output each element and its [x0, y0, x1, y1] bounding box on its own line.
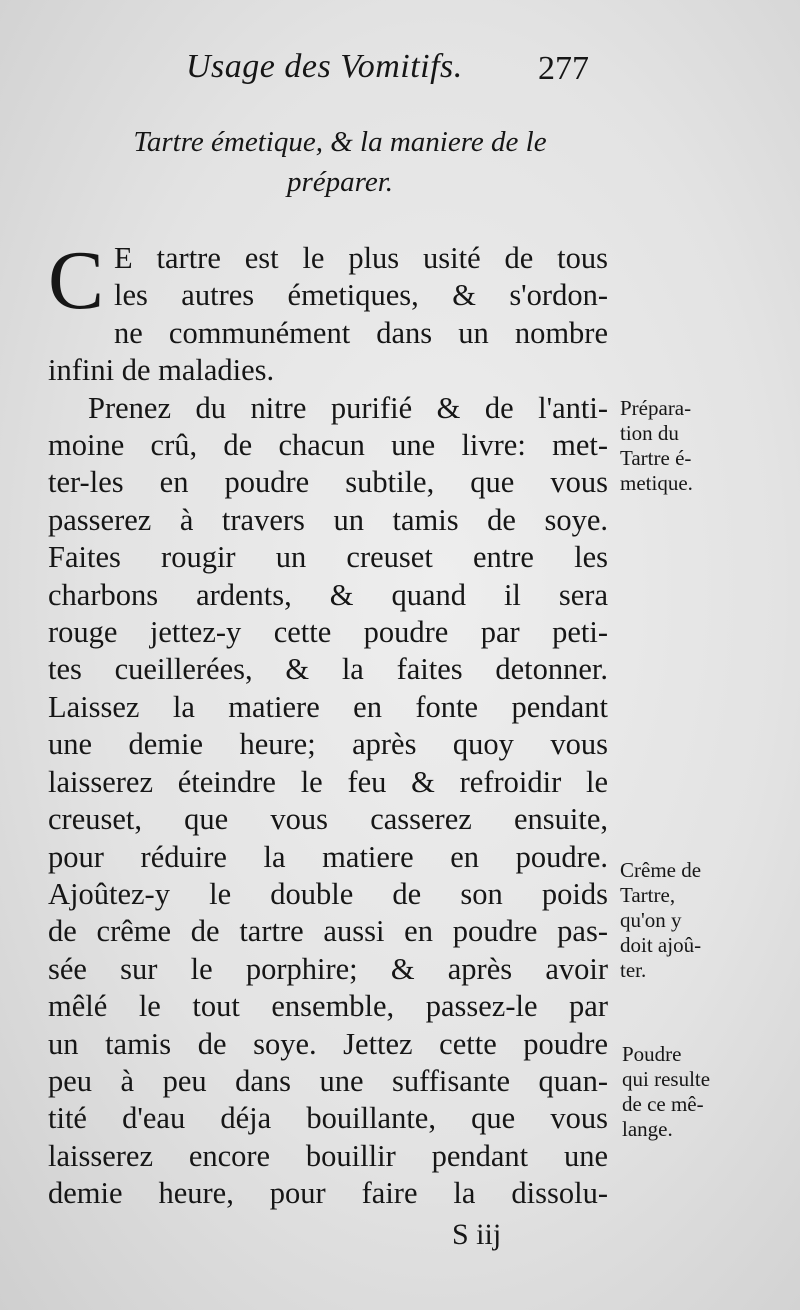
running-head: Usage des Vomitifs.	[186, 48, 463, 85]
text-line: creuset, que vous casserez ensuite,	[48, 802, 608, 837]
margin-note-line: metique.	[620, 471, 693, 495]
text-line: Prenez du nitre purifié & de l'anti-	[88, 390, 608, 425]
margin-note-line: Crême de	[620, 858, 702, 882]
margin-note-preparation	[620, 396, 770, 496]
text-line: moine crû, de chacun une livre: met-	[48, 428, 608, 463]
text-line: tes cueillerées, & la faites detonner.	[48, 652, 608, 687]
margin-note-line: Poudre	[622, 1042, 682, 1066]
text-line: Ajoûtez-y le double de son poids	[48, 876, 608, 911]
margin-note-line: ter.	[620, 958, 647, 982]
text-line: mêlé le tout ensemble, passez-le par	[48, 989, 608, 1024]
section-title	[60, 122, 620, 202]
text-line: ne communément dans un nombre	[114, 315, 608, 350]
text-line: Faites rougir un creuset entre les	[48, 540, 608, 575]
text-line: tité d'eau déja bouillante, que vous	[48, 1101, 608, 1136]
margin-note-line: qui resulte	[622, 1067, 711, 1091]
text-line: Laissez la matiere en fonte pendant	[48, 689, 608, 724]
text-line: sée sur le porphire; & après avoir	[48, 951, 608, 986]
text-line: passerez à travers un tamis de soye.	[48, 502, 608, 537]
body-text	[48, 234, 608, 1213]
margin-note-line: qu'on y	[620, 908, 682, 932]
text-line: demie heure, pour faire la dissolu-	[48, 1176, 608, 1211]
section-title-line: préparer.	[286, 166, 394, 198]
section-title-line: Tartre émetique, & la maniere de le	[133, 126, 547, 158]
text-line: rouge jettez-y cette poudre par peti-	[48, 615, 608, 650]
margin-note-line: lange.	[622, 1117, 673, 1141]
text-line: infini de maladies.	[48, 353, 275, 388]
margin-note-line: Tartre,	[620, 883, 676, 907]
text-line: peu à peu dans une suffisante quan-	[48, 1063, 608, 1098]
signature-mark: S iij	[452, 1218, 502, 1251]
margin-note-line: doit ajoû-	[620, 933, 702, 957]
show-through-text	[40, 85, 47, 115]
text-line: E tartre est le plus usité de tous	[114, 241, 608, 275]
margin-note-creme-de-tartre	[620, 858, 770, 983]
text-line: de crême de tartre aussi en poudre pas-	[48, 914, 608, 949]
text-line: ter-les en poudre subtile, que vous	[48, 465, 608, 500]
margin-note-line: Tartre é-	[620, 446, 692, 470]
margin-note-poudre	[622, 1042, 772, 1142]
margin-note-line: Prépara-	[620, 396, 692, 420]
margin-note-line: tion du	[620, 421, 679, 445]
text-line: un tamis de soye. Jettez cette poudre	[48, 1026, 608, 1061]
margin-note-line: de ce mê-	[622, 1092, 704, 1116]
text-line: charbons ardents, & quand il sera	[48, 577, 608, 612]
page-number: 277	[538, 50, 589, 87]
text-line: laisserez encore bouillir pendant une	[48, 1138, 608, 1173]
text-line: les autres émetiques, & s'ordon-	[114, 278, 608, 313]
text-line: pour réduire la matiere en poudre.	[48, 839, 608, 874]
text-line: laisserez éteindre le feu & refroidir le	[48, 764, 608, 799]
drop-cap: C	[48, 234, 105, 327]
text-line: une demie heure; après quoy vous	[48, 727, 608, 762]
